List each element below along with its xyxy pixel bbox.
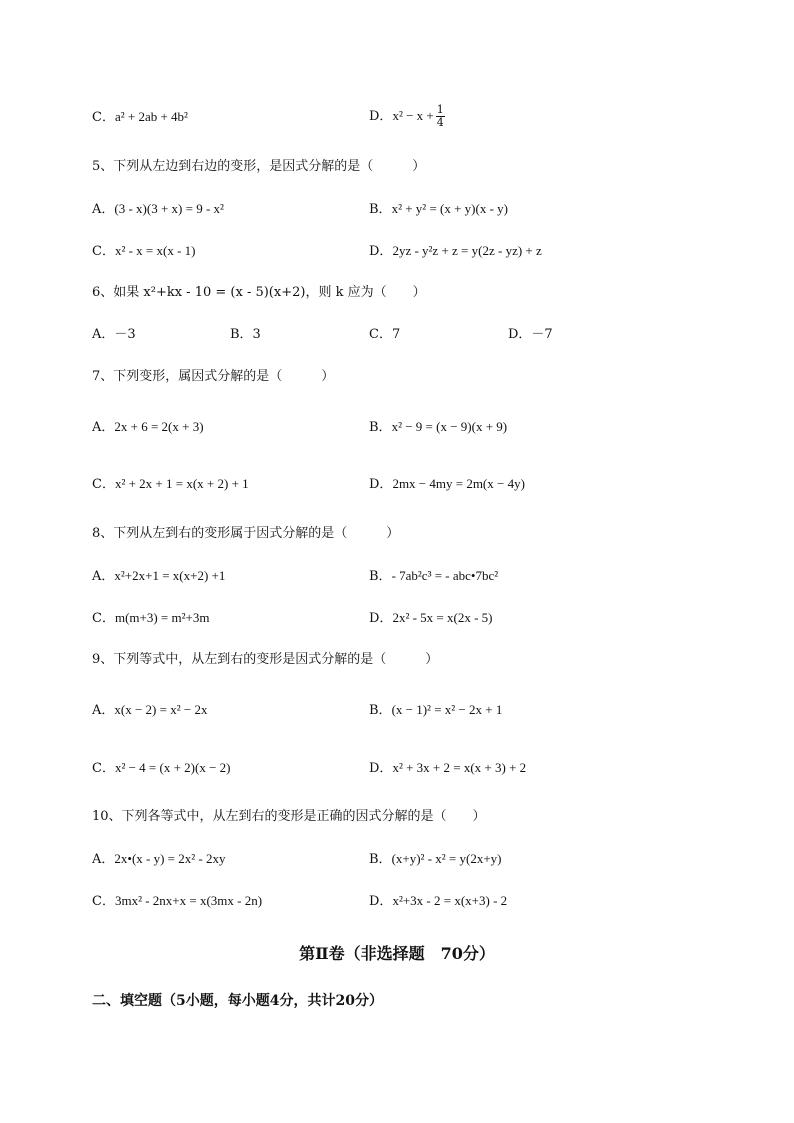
q6-stem: 6、如果 x²+kx - 10 = (x - 5)(x+2)，则 k 应为（ ） (92, 285, 426, 300)
q8-option-b (369, 567, 498, 586)
q10-option-c (92, 892, 262, 911)
option-math: x²+3x - 2 = x(x+3) - 2 (392, 893, 508, 908)
option-label: A． (92, 202, 115, 217)
q10-option-b (369, 850, 502, 869)
q5-stem: 5、下列从左边到右边的变形，是因式分解的是（ ） (92, 159, 426, 174)
q9-option-d (369, 759, 526, 778)
option-label: D． (369, 244, 393, 259)
option-label: A． (92, 852, 115, 867)
option-math: (x+y)² - x² = y(2x+y) (391, 851, 502, 866)
option-label: C． (92, 761, 115, 776)
option-label: B． (369, 703, 392, 718)
option-math: 2x•(x - y) = 2x² - 2xy (114, 851, 226, 866)
q6-option-c: C．7 (369, 327, 401, 342)
q5-option-a (92, 200, 224, 219)
option-math: x²+2x+1 = x(x+2) +1 (114, 568, 226, 583)
option-math: (3 - x)(3 + x) = 9 - x² (114, 201, 224, 216)
q7-stem: 7、下列变形，属因式分解的是（ ） (92, 369, 335, 384)
option-label: A． (92, 703, 115, 718)
q7-option-b (369, 418, 507, 437)
option-label: C． (92, 244, 115, 259)
option-label: D． (369, 109, 393, 124)
q8-option-d (369, 609, 492, 628)
option-math: x² − 9 = (x − 9)(x + 9) (391, 419, 508, 434)
option-label: C． (92, 611, 115, 626)
option-math: x² - x = x(x - 1) (114, 243, 196, 258)
option-label: D． (369, 611, 393, 626)
fraction-numerator: 1 (436, 103, 444, 116)
option-label: B． (369, 420, 392, 435)
option-math: (x − 1)² = x² − 2x + 1 (391, 702, 503, 717)
q5-option-c (92, 242, 196, 261)
q9-stem: 9、下列等式中，从左到右的变形是因式分解的是（ ） (92, 652, 439, 667)
option-math: x² + 2x + 1 = x(x + 2) + 1 (114, 476, 249, 491)
option-label: B． (369, 852, 392, 867)
option-math: - 7ab²c³ = - abc•7bc² (391, 568, 499, 583)
option-label: D． (369, 761, 393, 776)
q8-stem: 8、下列从左到右的变形属于因式分解的是（ ） (92, 526, 400, 541)
option-label: B． (369, 569, 392, 584)
q6-option-d: D．－7 (508, 327, 553, 342)
option-math: a² + 2ab + 4b² (114, 109, 188, 124)
option-label: C． (92, 894, 115, 909)
q4-option-c (92, 108, 188, 127)
option-label: B． (369, 202, 392, 217)
option-math: 2x² - 5x = x(2x - 5) (392, 610, 493, 625)
option-label: A． (92, 420, 115, 435)
option-label: C． (92, 110, 115, 125)
option-math: m(m+3) = m²+3m (114, 610, 210, 625)
option-math: x² − 4 = (x + 2)(x − 2) (114, 760, 231, 775)
option-math: 2mx − 4my = 2m(x − 4y) (392, 476, 525, 491)
option-math: x² + 3x + 2 = x(x + 3) + 2 (392, 760, 527, 775)
option-math: 2yz - y²z + z = y(2z - yz) + z (392, 243, 542, 258)
q10-stem: 10、下列各等式中，从左到右的变形是正确的因式分解的是（ ） (92, 809, 486, 824)
q7-option-c (92, 475, 249, 494)
option-label: D． (369, 894, 393, 909)
fraction-denominator: 4 (436, 116, 444, 129)
q6-option-a: A．－3 (92, 327, 136, 342)
option-math: 2x + 6 = 2(x + 3) (114, 419, 204, 434)
q8-option-c (92, 609, 209, 628)
option-label: D． (369, 477, 393, 492)
q10-option-a (92, 850, 226, 869)
q9-option-b (369, 701, 502, 720)
q5-option-b (369, 200, 508, 219)
q10-option-d (369, 892, 507, 911)
q8-option-a (92, 567, 225, 586)
q7-option-d (369, 475, 525, 494)
fraction (436, 104, 445, 129)
q9-option-c (92, 759, 231, 778)
option-math: 3mx² - 2nx+x = x(3mx - 2n) (114, 893, 263, 908)
q6-option-b: B．3 (230, 327, 261, 342)
option-math: x² − x + (392, 108, 434, 123)
part2-heading: 第Ⅱ卷（非选择题 70分） (299, 944, 495, 963)
option-math: x² + y² = (x + y)(x - y) (391, 201, 508, 216)
section2-heading: 二、填空题（5小题，每小题4分，共计20分） (92, 993, 383, 1009)
q4-option-d (369, 104, 445, 129)
option-math: x(x − 2) = x² − 2x (114, 702, 208, 717)
q7-option-a (92, 418, 204, 437)
q5-option-d (369, 242, 542, 261)
option-label: C． (92, 477, 115, 492)
q9-option-a (92, 701, 207, 720)
option-label: A． (92, 569, 115, 584)
